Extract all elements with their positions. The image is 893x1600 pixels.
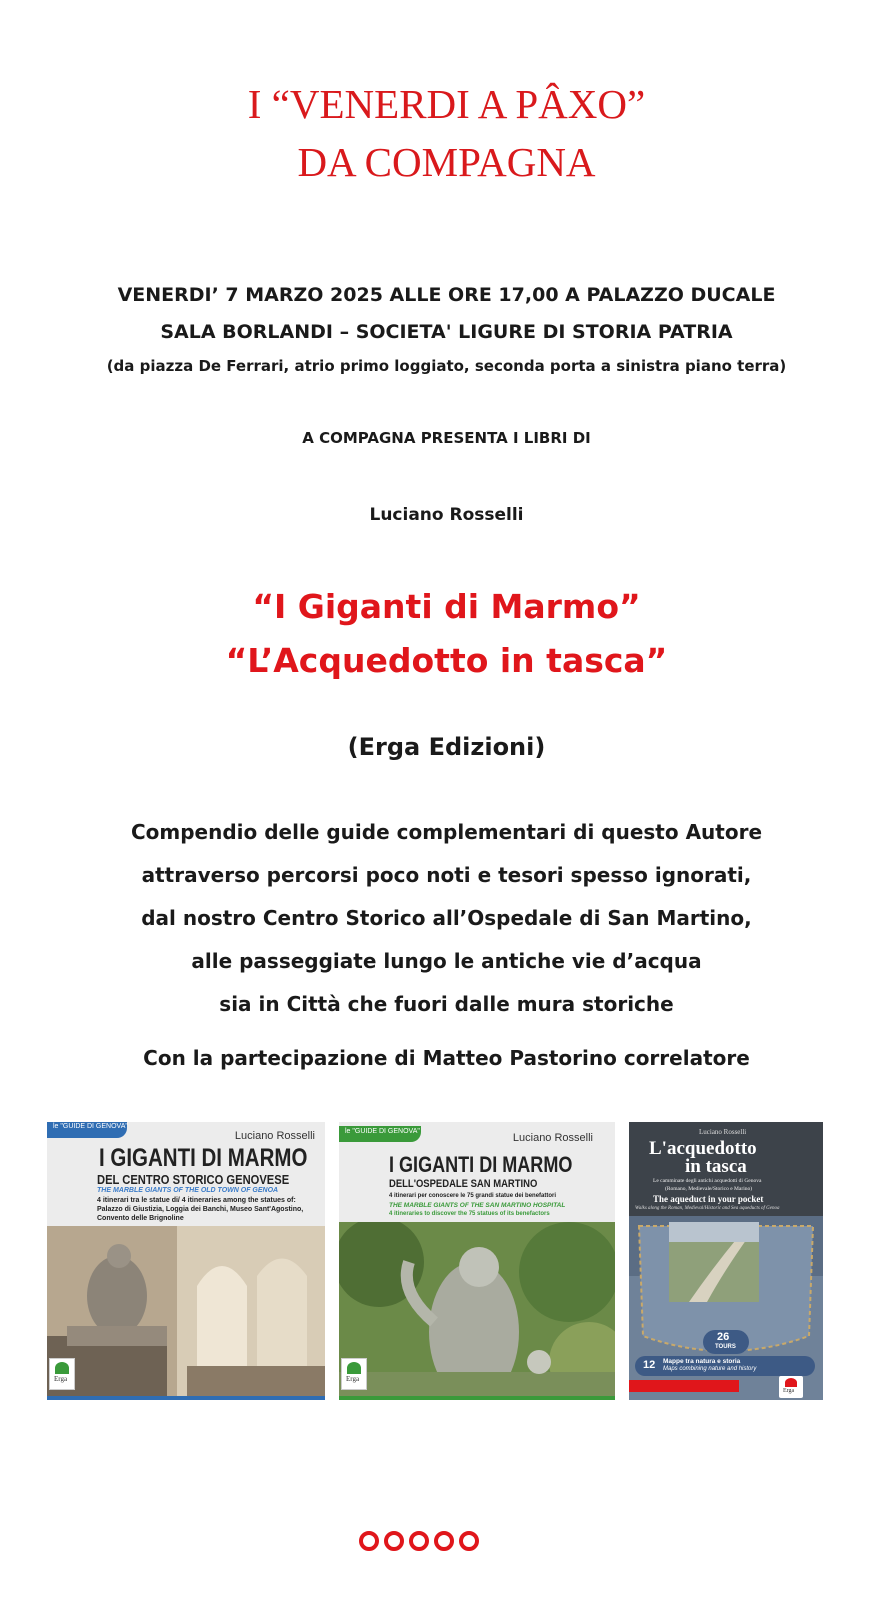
maps-label: Mappe tra natura e storia (663, 1358, 741, 1365)
cover-english-title: THE MARBLE GIANTS OF THE OLD TOWN OF GENOA (97, 1187, 279, 1194)
cover-info: 4 itineraries to discover the 75 statues of its benefactors (389, 1211, 550, 1217)
event-date-line: VENERDI’ 7 MARZO 2025 ALLE ORE 17,00 A PALAZZO DUCALE (117, 284, 776, 306)
decorative-circles (359, 1531, 509, 1559)
description-line: sia in Città che fuori dalle mura storiche (219, 992, 674, 1016)
publisher: (Erga Edizioni) (347, 733, 546, 761)
book-cover-acquedotto-in-tasca (629, 1122, 823, 1400)
erga-logo (779, 1376, 803, 1398)
cover-title: I GIGANTI DI MARMO (99, 1144, 308, 1172)
cover-photo-statue-interior (47, 1226, 325, 1400)
cover-photo-statue-garden (339, 1222, 615, 1400)
erga-logo-icon (347, 1362, 361, 1374)
circle-icon (384, 1531, 404, 1551)
cover-info: (Romano, Medievale/Storico e Marino) (665, 1186, 753, 1192)
red-strip (629, 1380, 739, 1392)
maps-label-en: Maps combining nature and history (663, 1366, 757, 1372)
circle-icon (409, 1531, 429, 1551)
participation-line: Con la partecipazione di Matteo Pastorino correlatore (143, 1046, 750, 1070)
erga-logo-icon (785, 1378, 797, 1387)
erga-logo (49, 1358, 75, 1390)
description-line: Compendio delle guide complementari di questo Autore (130, 820, 763, 844)
erga-logo-text: Erga (54, 1375, 68, 1383)
page-title (0, 75, 893, 191)
description-line: attraverso percorsi poco noti e tesori spesso ignorati, (141, 863, 752, 887)
event-directions: (da piazza De Ferrari, atrio primo loggiato, seconda porta a sinistra piano terra) (106, 357, 787, 375)
title-line-1: I “VENERDI A PÂXO” (247, 81, 646, 127)
erga-logo (341, 1358, 367, 1390)
erga-logo-text: Erga (783, 1388, 795, 1394)
book-title-2: “L’Acquedotto in tasca” (225, 641, 668, 680)
cover-title: I GIGANTI DI MARMO (389, 1152, 573, 1177)
cover-subtitle: DEL CENTRO STORICO GENOVESE (97, 1172, 290, 1187)
event-info (0, 277, 893, 351)
book-titles (0, 580, 893, 688)
maps-badge (635, 1356, 815, 1376)
cover-info: Palazzo di Giustizia, Loggia dei Banchi, Museo Sant'Agostino, (97, 1206, 304, 1213)
description-line: dal nostro Centro Storico all’Ospedale di San Martino, (141, 906, 752, 930)
cover-info: 4 itinerari tra le statue di/ 4 itineraries among the statues of: (97, 1197, 296, 1204)
book-title-1: “I Giganti di Marmo” (252, 587, 641, 626)
cover-english-title: The aqueduct in your pocket (653, 1194, 764, 1204)
cover-title: L'acquedotto (649, 1138, 757, 1159)
circle-icon (459, 1531, 479, 1551)
cover-info: Le camminate degli antichi acquedotti di Genova (653, 1178, 762, 1184)
tours-count: 26 (717, 1331, 730, 1343)
event-venue-line: SALA BORLANDI – SOCIETA' LIGURE DI STORIA PATRIA (160, 321, 733, 343)
series-badge: le "GUIDE DI GENOVA" (53, 1123, 128, 1130)
series-badge: le "GUIDE DI GENOVA" (345, 1128, 420, 1135)
cover-author: Luciano Rosselli (234, 1130, 315, 1142)
title-line-2: DA COMPAGNA (297, 139, 596, 185)
circle-icon (434, 1531, 454, 1551)
book-cover-giganti-san-martino (339, 1122, 615, 1400)
description (0, 811, 893, 1026)
cover-subtitle: DELL'OSPEDALE SAN MARTINO (389, 1178, 538, 1190)
cover-author: Luciano Rosselli (512, 1132, 593, 1144)
cover-info: 4 itinerari per conoscere le 75 grandi statue dei benefattori (389, 1193, 557, 1199)
cover-english-title: THE MARBLE GIANTS OF THE SAN MARTINO HOSPITAL (389, 1202, 566, 1209)
cover-title: in tasca (685, 1156, 747, 1177)
cover-info: Convento delle Brignoline (97, 1215, 184, 1222)
cover-info: Walks along the Roman, Medieval/Historic and Sea aqueducts of Genoa (635, 1206, 780, 1211)
maps-count: 12 (643, 1359, 656, 1371)
erga-logo-text: Erga (346, 1375, 360, 1383)
tours-badge (703, 1330, 749, 1354)
cover-author: Luciano Rosselli (699, 1128, 747, 1136)
circle-icon (359, 1531, 379, 1551)
author-name: Luciano Rosselli (369, 505, 524, 525)
tours-label: TOURS (715, 1344, 736, 1350)
description-line: alle passeggiate lungo le antiche vie d’acqua (191, 949, 702, 973)
book-cover-giganti-centro-storico (47, 1122, 325, 1400)
erga-logo-icon (55, 1362, 69, 1374)
presents-line: A COMPAGNA PRESENTA I LIBRI DI (302, 429, 591, 447)
